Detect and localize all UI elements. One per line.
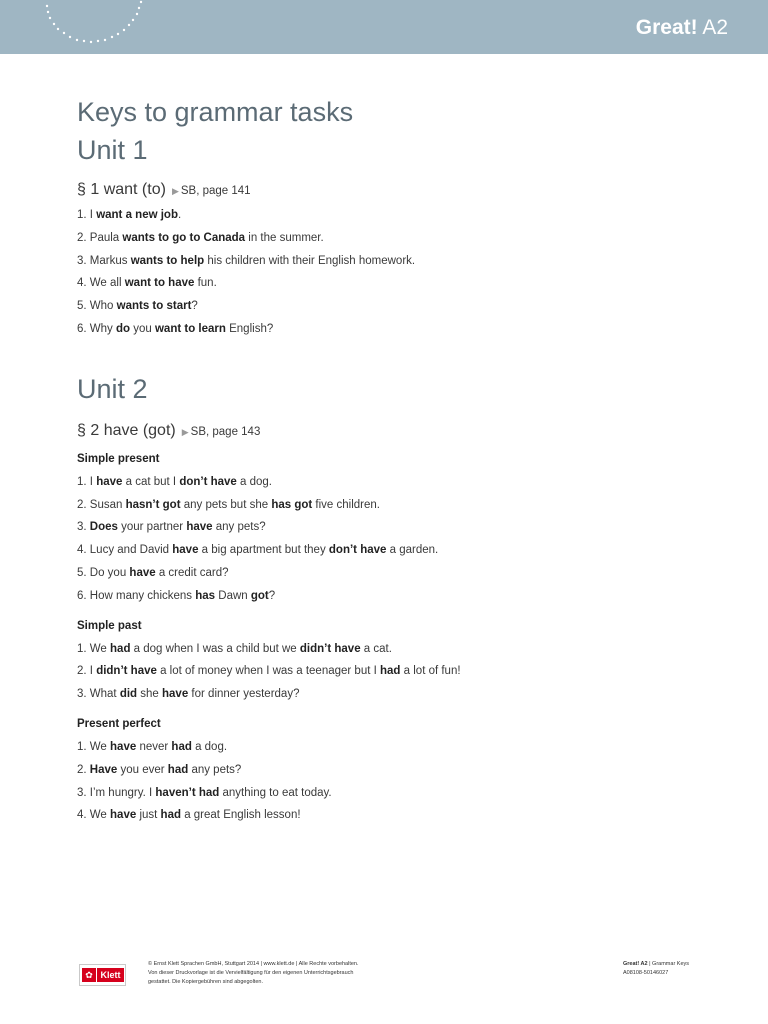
answer-highlight: wants to go to Canada: [122, 231, 246, 244]
answer-text: ?: [191, 300, 198, 313]
answer-highlight: has got: [271, 498, 313, 511]
answer-highlight: had: [160, 809, 181, 822]
answer-highlight: hasn’t got: [125, 498, 181, 511]
copyright-notice: [148, 960, 418, 987]
answer-item: [77, 638, 717, 661]
answer-text: a big apartment but they: [198, 544, 329, 557]
answer-highlight: has: [195, 589, 216, 602]
answer-text: ?: [268, 589, 276, 602]
answer-highlight: have: [110, 809, 137, 822]
unit-heading: Unit 2: [77, 373, 148, 404]
klett-logo-icon: ✿: [82, 968, 96, 982]
answer-text: a cat but I: [122, 475, 180, 488]
answer-text: 2.: [77, 763, 90, 776]
answer-highlight: want to learn: [154, 322, 226, 335]
brand-title: [636, 15, 728, 41]
answer-highlight: don’t have: [179, 475, 237, 488]
answer-text: a lot of fun!: [400, 665, 461, 678]
answer-highlight: did: [119, 688, 138, 701]
answer-text: any pets but she: [180, 498, 272, 511]
answer-text: a credit card?: [155, 566, 229, 579]
answer-text: a cat.: [360, 642, 392, 655]
answer-text: never: [136, 740, 172, 753]
units-container: [77, 131, 717, 827]
answer-highlight: wants to start: [116, 300, 192, 313]
klett-logo-text: Klett: [97, 968, 124, 982]
group-label: Present perfect: [77, 717, 161, 730]
answer-item: [77, 539, 717, 562]
answer-text: 4. We: [77, 809, 111, 822]
answer-highlight: didn’t have: [96, 665, 157, 678]
answer-text: just: [136, 809, 161, 822]
footer-title: Great! A2: [623, 961, 648, 967]
answer-item: [77, 295, 717, 318]
section-title: § 2 have (got): [77, 421, 176, 439]
answer-highlight: had: [380, 665, 401, 678]
page-title: Keys to grammar tasks: [77, 97, 354, 127]
answer-text: 3. I’m hungry. I: [77, 786, 156, 799]
answer-text: a garden.: [386, 544, 439, 557]
answer-item: [77, 562, 717, 585]
page-reference-text: SB, page 143: [190, 425, 261, 438]
group-label: Simple past: [77, 619, 142, 632]
answer-text: 2. Susan: [77, 498, 126, 511]
answer-text: a dog.: [236, 475, 272, 488]
section-heading: [77, 178, 717, 202]
unit-block: [77, 370, 717, 827]
answer-item: [77, 759, 717, 782]
triangle-right-icon: ▶: [181, 426, 189, 437]
answer-text: 1. I: [77, 209, 97, 221]
answer-item: [77, 804, 717, 827]
answer-highlight: wants to help: [130, 254, 205, 267]
answer-highlight: had: [110, 642, 131, 655]
answer-text: anything to eat today.: [219, 786, 332, 799]
brand-name: Great!: [635, 16, 698, 39]
answer-item: [77, 471, 717, 494]
page-reference: [182, 426, 261, 438]
answer-text: .: [177, 209, 182, 221]
section-heading: [77, 419, 717, 443]
answer-item: [77, 683, 717, 706]
answer-text: 4. Lucy and David: [77, 544, 173, 557]
answer-item: [77, 736, 717, 759]
answer-highlight: have: [162, 688, 189, 701]
answer-item: [77, 318, 717, 341]
answer-highlight: Have: [89, 763, 118, 776]
answer-highlight: want to have: [124, 277, 195, 290]
answer-highlight: have: [186, 521, 213, 534]
answer-text: a great English lesson!: [181, 809, 301, 822]
answer-item: [77, 516, 717, 539]
answer-text: 6. How many chickens: [77, 589, 196, 602]
answer-text: 1. I: [77, 475, 97, 488]
answer-text: five children.: [312, 498, 380, 511]
answer-highlight: do: [115, 322, 131, 335]
answer-highlight: have: [96, 475, 123, 488]
answer-highlight: Does: [89, 521, 118, 534]
answer-text: 1. We: [77, 740, 111, 753]
header-bar: [0, 0, 768, 54]
answer-text: 3.: [77, 521, 90, 534]
answer-text: fun.: [194, 277, 217, 290]
unit-heading: Unit 1: [77, 135, 148, 165]
answer-item: [77, 227, 717, 250]
answer-highlight: have: [172, 544, 199, 557]
answer-highlight: have: [110, 740, 137, 753]
copyright-line: gestattet. Die Kopiergebühren sind abgegolten.: [148, 979, 263, 985]
answer-item: [77, 585, 717, 608]
answer-text: English?: [225, 322, 274, 335]
page-reference: [172, 185, 251, 197]
answer-text: 2. Paula: [77, 231, 123, 244]
footer-code: A08108-50146027: [623, 970, 669, 976]
footer-title-line: [623, 960, 733, 969]
answer-text: 5. Do you: [77, 566, 130, 579]
answer-text: 2. I: [77, 665, 97, 678]
answer-text: she: [137, 688, 163, 701]
group-label: Simple present: [77, 452, 160, 465]
answer-text: you ever: [117, 763, 168, 776]
answer-highlight: haven’t had: [155, 786, 220, 799]
answer-highlight: got: [250, 589, 269, 602]
page-reference-text: SB, page 141: [180, 185, 251, 197]
answer-item: [77, 250, 717, 273]
answer-text: a dog when I was a child but we: [130, 642, 300, 655]
answer-text: 3. Markus: [77, 254, 131, 267]
section-title: § 1 want (to): [77, 181, 166, 198]
klett-logo: [79, 964, 126, 986]
answer-item: [77, 204, 717, 227]
answer-item: [77, 782, 717, 805]
answer-text: 3. What: [77, 688, 120, 701]
footer-subtitle: | Grammar Keys: [647, 961, 690, 967]
answer-text: 1. We: [77, 642, 111, 655]
answer-text: Dawn: [215, 589, 251, 602]
main-content: [77, 93, 717, 827]
answer-text: for dinner yesterday?: [188, 688, 300, 701]
answer-highlight: have: [129, 566, 156, 579]
answer-highlight: want a new job: [96, 209, 178, 221]
answer-text: any pets?: [188, 763, 242, 776]
triangle-right-icon: ▶: [171, 186, 179, 196]
answer-text: in the summer.: [245, 231, 324, 244]
copyright-line: Von dieser Druckvorlage ist die Vervielfältigung für den eigenen Unterrichtsgebrauch: [148, 970, 354, 976]
answer-highlight: had: [171, 740, 192, 753]
unit-block: [77, 131, 717, 341]
answer-highlight: didn’t have: [299, 642, 361, 655]
answer-text: his children with their English homework.: [204, 254, 416, 267]
footer-publication-info: [623, 960, 733, 978]
answer-highlight: had: [167, 763, 189, 776]
answer-text: a lot of money when I was a teenager but I: [156, 665, 380, 678]
answer-highlight: don’t have: [328, 544, 387, 557]
answer-text: you: [130, 322, 155, 335]
answer-item: [77, 660, 717, 683]
answer-item: [77, 494, 717, 517]
answer-text: 5. Who: [77, 300, 117, 313]
answer-text: your partner: [117, 521, 187, 534]
answer-text: 4. We all: [77, 277, 125, 290]
brand-level: A2: [702, 16, 728, 39]
decorative-dot-arc: [0, 0, 200, 54]
copyright-line: © Ernst Klett Sprachen GmbH, Stuttgart 2014 | www.klett.de | Alle Rechte vorbehalten.: [148, 961, 359, 967]
answer-text: any pets?: [212, 521, 266, 534]
answer-item: [77, 272, 717, 295]
answer-text: 6. Why: [77, 322, 116, 335]
answer-text: a dog.: [191, 740, 228, 753]
footer: [0, 955, 768, 995]
